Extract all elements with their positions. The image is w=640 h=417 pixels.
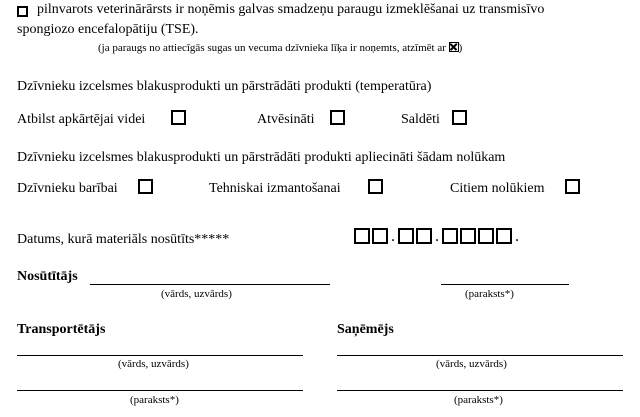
temperature-ambient-checkbox[interactable] [171, 110, 186, 125]
tse-note [98, 42, 462, 54]
sender-signature-caption: (paraksts*) [465, 288, 514, 300]
purpose-heading: Dzīvnieku izcelsmes blakusprodukti un pārstrādāti produkti apliecināti šādam nolūkam [17, 150, 506, 165]
receiver-name-caption: (vārds, uzvārds) [436, 358, 507, 370]
temperature-option-chilled [257, 112, 315, 128]
date-separator: . [435, 228, 439, 245]
sender-name-line[interactable] [90, 284, 330, 285]
temperature-option-label: Saldēti [401, 112, 440, 127]
checked-box-icon [449, 42, 459, 52]
date-year-digit-1[interactable] [442, 228, 458, 244]
receiver-label: Saņēmējs [337, 322, 394, 337]
receiver-signature-caption: (paraksts*) [454, 394, 503, 406]
purpose-feed-checkbox[interactable] [138, 179, 153, 194]
date-separator: . [515, 228, 519, 245]
purpose-option-feed [17, 181, 118, 197]
purpose-other-checkbox[interactable] [565, 179, 580, 194]
temperature-option-ambient [17, 112, 145, 128]
date-input-group [354, 228, 520, 244]
temperature-option-label: Atvēsināti [257, 112, 315, 127]
tse-note-text: (ja paraugs no attiecīgās sugas un vecuma dzīvnieka līķa ir noņemts, atzīmēt ar [98, 42, 446, 54]
temperature-frozen-checkbox[interactable] [452, 110, 467, 125]
date-day-digit-1[interactable] [354, 228, 370, 244]
temperature-option-frozen [401, 112, 440, 128]
carrier-name-line[interactable] [17, 355, 303, 356]
purpose-option-other [450, 181, 545, 197]
purpose-technical-checkbox[interactable] [368, 179, 383, 194]
date-month-digit-2[interactable] [416, 228, 432, 244]
carrier-signature-caption: (paraksts*) [130, 394, 179, 406]
carrier-name-caption: (vārds, uzvārds) [118, 358, 189, 370]
receiver-signature-line[interactable] [337, 390, 623, 391]
date-month-digit-1[interactable] [398, 228, 414, 244]
tse-checkbox[interactable] [17, 6, 28, 17]
temperature-chilled-checkbox[interactable] [330, 110, 345, 125]
tse-text-line1: pilnvarots veterinārārsts ir noņēmis galvas smadzeņu paraugu izmeklēšanai uz transmisīvo [37, 2, 545, 17]
date-separator: . [391, 228, 395, 245]
purpose-option-technical [209, 181, 341, 197]
tse-text-line2: spongiozo encefalopātiju (TSE). [17, 22, 199, 37]
date-year-digit-3[interactable] [478, 228, 494, 244]
carrier-signature-line[interactable] [17, 390, 303, 391]
sender-signature-line[interactable] [441, 284, 569, 285]
date-day-digit-2[interactable] [372, 228, 388, 244]
receiver-name-line[interactable] [337, 355, 623, 356]
date-year-digit-2[interactable] [460, 228, 476, 244]
carrier-label: Transportētājs [17, 322, 106, 337]
sender-label: Nosūtītājs [17, 269, 78, 284]
purpose-option-label: Citiem nolūkiem [450, 181, 545, 196]
temperature-heading: Dzīvnieku izcelsmes blakusprodukti un pārstrādāti produkti (temperatūra) [17, 79, 432, 94]
purpose-option-label: Dzīvnieku barībai [17, 181, 118, 196]
date-year-digit-4[interactable] [496, 228, 512, 244]
sender-name-caption: (vārds, uzvārds) [161, 288, 232, 300]
purpose-option-label: Tehniskai izmantošanai [209, 181, 341, 196]
temperature-option-label: Atbilst apkārtējai videi [17, 112, 146, 127]
tse-note-close: ) [458, 42, 463, 54]
date-label: Datums, kurā materiāls nosūtīts***** [17, 232, 230, 247]
